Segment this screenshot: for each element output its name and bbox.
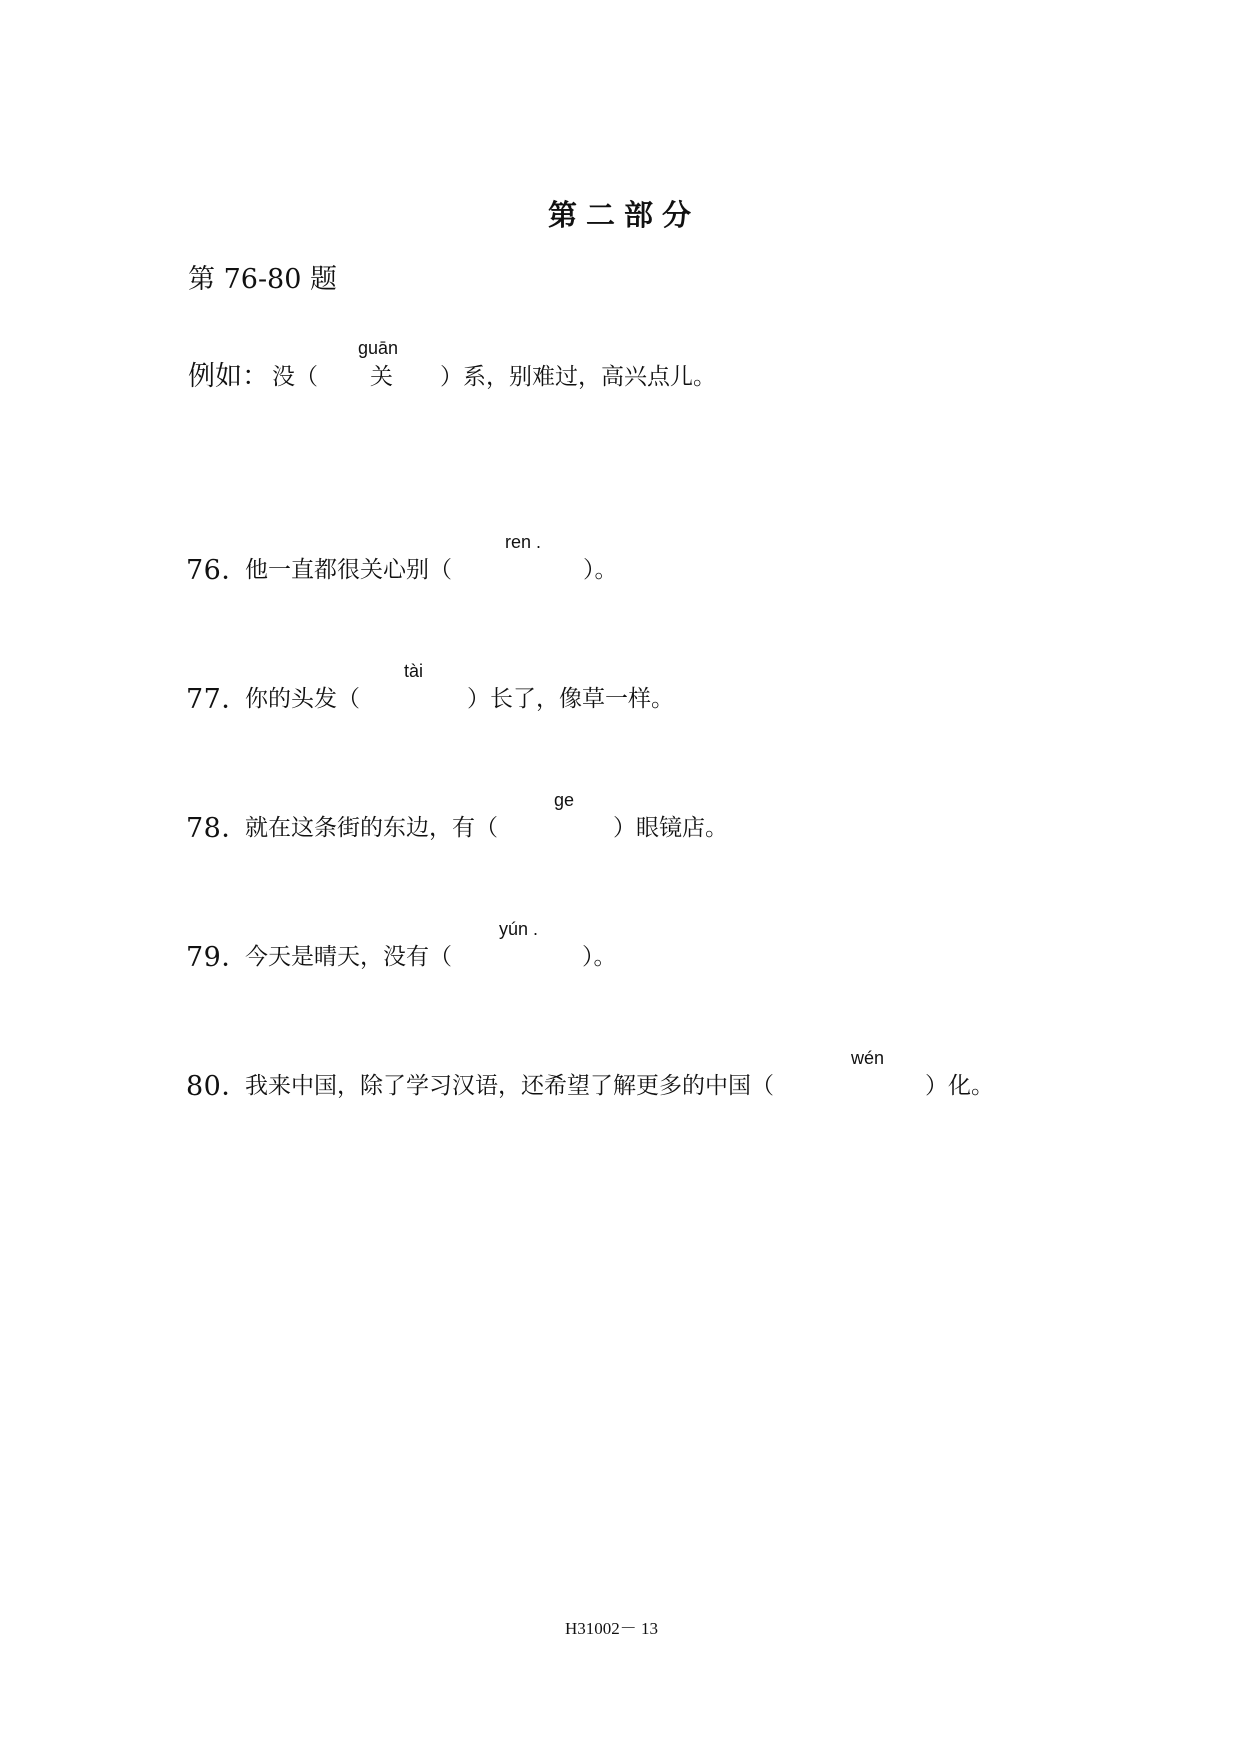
pinyin-hint: ge — [554, 790, 575, 810]
question-text-before: 他一直都很关心别（ — [245, 557, 452, 583]
example-pinyin: guān — [358, 338, 399, 358]
question-number: 78． — [186, 813, 249, 844]
instruction-heading: 第 76-80 题 — [188, 264, 338, 295]
question-text-after: ）。 — [582, 944, 617, 970]
question-text-after: ）长了，像草一样。 — [467, 686, 674, 712]
example-close-paren: ） — [440, 364, 463, 390]
question-text-before: 你的头发（ — [245, 686, 360, 712]
answer-blank[interactable] — [818, 1072, 923, 1102]
pinyin-hint: yún . — [499, 919, 539, 939]
section-title: 第二部分 — [548, 198, 701, 232]
question-text-after: ）眼镜店。 — [613, 815, 728, 841]
example-answer: 关 — [370, 364, 393, 390]
pinyin-hint: wén — [851, 1048, 885, 1068]
page-footer: H31002－ 13 — [565, 1619, 659, 1638]
question-number: 77． — [186, 684, 249, 715]
question-text-after: ）。 — [583, 557, 618, 583]
answer-blank[interactable] — [470, 556, 580, 586]
question-text-before: 我来中国，除了学习汉语，还希望了解更多的中国（ — [245, 1073, 774, 1099]
answer-blank[interactable] — [470, 943, 580, 973]
answer-blank[interactable] — [517, 814, 612, 844]
pinyin-hint: tài — [404, 661, 424, 681]
example-text-after: 系，别难过，高兴点儿。 — [463, 364, 716, 390]
pinyin-hint: ren . — [505, 532, 542, 552]
question-number: 79． — [186, 942, 249, 973]
example-lead: 例如： — [188, 361, 269, 392]
question-number: 76． — [186, 555, 249, 586]
example-text-before: 没（ — [272, 364, 318, 390]
question-text-before: 今天是晴天，没有（ — [245, 944, 452, 970]
question-text-before: 就在这条街的东边，有（ — [245, 815, 498, 841]
question-number: 80． — [186, 1071, 249, 1102]
question-text-after: ）化。 — [925, 1073, 994, 1099]
answer-blank[interactable] — [370, 685, 465, 715]
